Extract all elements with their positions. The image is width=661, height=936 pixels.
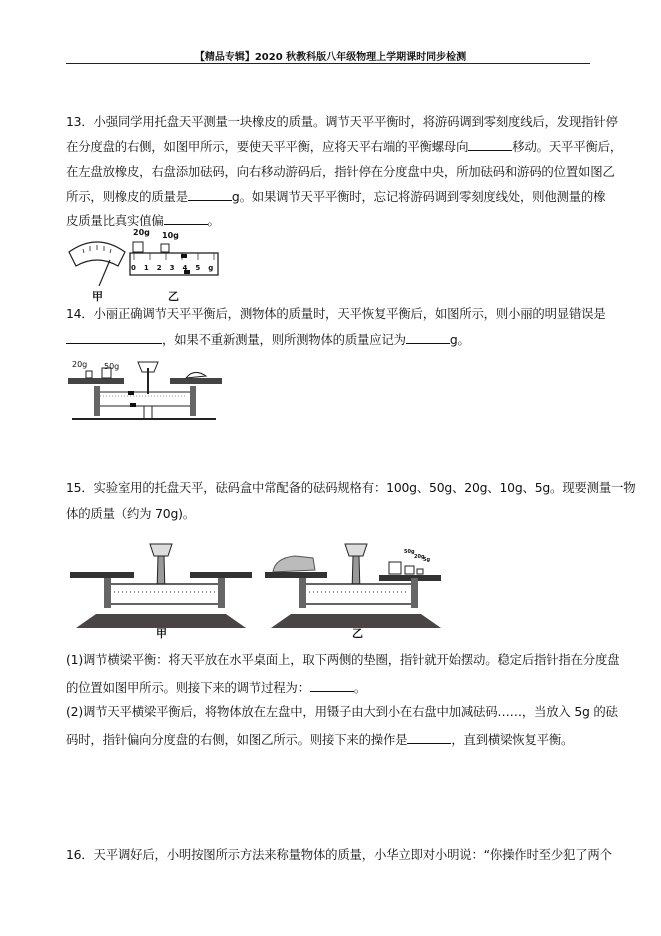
- text-segment: 所示，则橡皮的质量是: [66, 189, 188, 204]
- text-segment: 皮质量比真实值偏: [66, 213, 164, 228]
- weight-label: 5g: [423, 557, 431, 563]
- text-line: [66, 504, 596, 522]
- text-segment: 13．小强同学用托盘天平测量一块橡皮的质量。调节天平平衡时，将游码调到零刻度线后，发现指针停: [66, 114, 618, 129]
- text-line: [66, 730, 596, 748]
- text-segment: 在左盘放橡皮，右盘添加砝码，向右移动游码后，指针停在分度盘中央，所加砝码和游码的位置如图乙: [66, 164, 615, 179]
- text-segment: 在分度盘的右侧，如图甲所示，要使天平平衡，应将天平右端的平衡螺母向: [66, 139, 469, 154]
- answer-blank[interactable]: [406, 330, 450, 344]
- text-line: [66, 162, 615, 180]
- fig15-balance-diagram-jia: [66, 540, 256, 630]
- weight-label: 20g: [414, 554, 425, 560]
- text-segment: (2)调节天平横梁平衡后，将物体放在左盘中，用镊子由大到小在右盘中加减砝码……，当放入 5g 的砝: [66, 704, 618, 719]
- weight-label: 10g: [162, 231, 179, 240]
- text-line: [66, 330, 596, 348]
- header-divider: [66, 63, 590, 64]
- text-segment: 。: [353, 680, 367, 695]
- text-line: [66, 845, 612, 863]
- text-segment: 。: [207, 213, 220, 228]
- weight-label: 50g: [404, 549, 415, 555]
- fig-label-jia: 甲: [156, 627, 167, 640]
- text-line: [66, 137, 623, 155]
- text-segment: 移动。天平平衡后，: [512, 139, 623, 154]
- scale-labels: 012345g: [131, 264, 222, 272]
- text-line: [66, 187, 606, 205]
- text-segment: 体的质量（约为 70g)。: [66, 506, 195, 521]
- text-segment: 15．实验室用的托盘天平，砝码盒中常配备的砝码规格有：100g、50g、20g、10g、5g。现要测量一物: [66, 480, 636, 495]
- text-segment: 14．小丽正确调节天平平衡后，测物体的质量时，天平恢复平衡后，如图所示，则小丽的明显错误是: [66, 306, 606, 321]
- weight-label: 20g: [133, 228, 150, 237]
- text-segment: g。如果调节天平平衡时，忘记将游码调到零刻度线处，则他测量的橡: [231, 189, 606, 204]
- text-segment: ，如果不重新测量，则所测物体的质量应记为: [162, 332, 406, 347]
- answer-blank[interactable]: [310, 678, 354, 692]
- answer-blank[interactable]: [407, 730, 451, 744]
- fig13-dial-diagram: [66, 234, 128, 286]
- text-line: [66, 211, 596, 229]
- answer-blank[interactable]: [164, 211, 208, 225]
- fig14-balance-diagram: [66, 358, 226, 420]
- text-segment: (1)调节横梁平衡：将天平放在水平桌面上，取下两侧的垫圈，指针就开始摆动。稳定后指针指在分度盘: [66, 652, 620, 667]
- text-segment: ，直到横梁恢复平衡。: [451, 732, 574, 747]
- fig-label-jia: 甲: [92, 290, 103, 303]
- weight-label: 20g: [72, 360, 88, 369]
- answer-blank[interactable]: [188, 187, 232, 201]
- text-segment: 的位置如图甲所示。则接下来的调节过程为：: [66, 680, 310, 695]
- fig-label-yi: 乙: [352, 627, 363, 640]
- text-line: [66, 702, 618, 720]
- text-line: [66, 304, 606, 322]
- fig-label-yi: 乙: [168, 290, 179, 303]
- text-line: [66, 478, 636, 496]
- page-header: 【精品专辑】2020 秋教科版八年级物理上学期课时同步检测: [194, 52, 467, 63]
- answer-blank[interactable]: [468, 137, 512, 151]
- text-segment: g。: [449, 332, 470, 347]
- text-line: [66, 678, 596, 696]
- weight-label: 50g: [104, 362, 120, 371]
- text-line: [66, 650, 620, 668]
- text-segment: 码时，指针偏向分度盘的右侧，如图乙所示。则接下来的操作是: [66, 732, 408, 747]
- text-line: [66, 112, 618, 130]
- answer-blank[interactable]: [66, 330, 162, 344]
- text-segment: 16．天平调好后，小明按图所示方法来称量物体的质量，小华立即对小明说：“你操作时至少犯了两个: [66, 847, 612, 862]
